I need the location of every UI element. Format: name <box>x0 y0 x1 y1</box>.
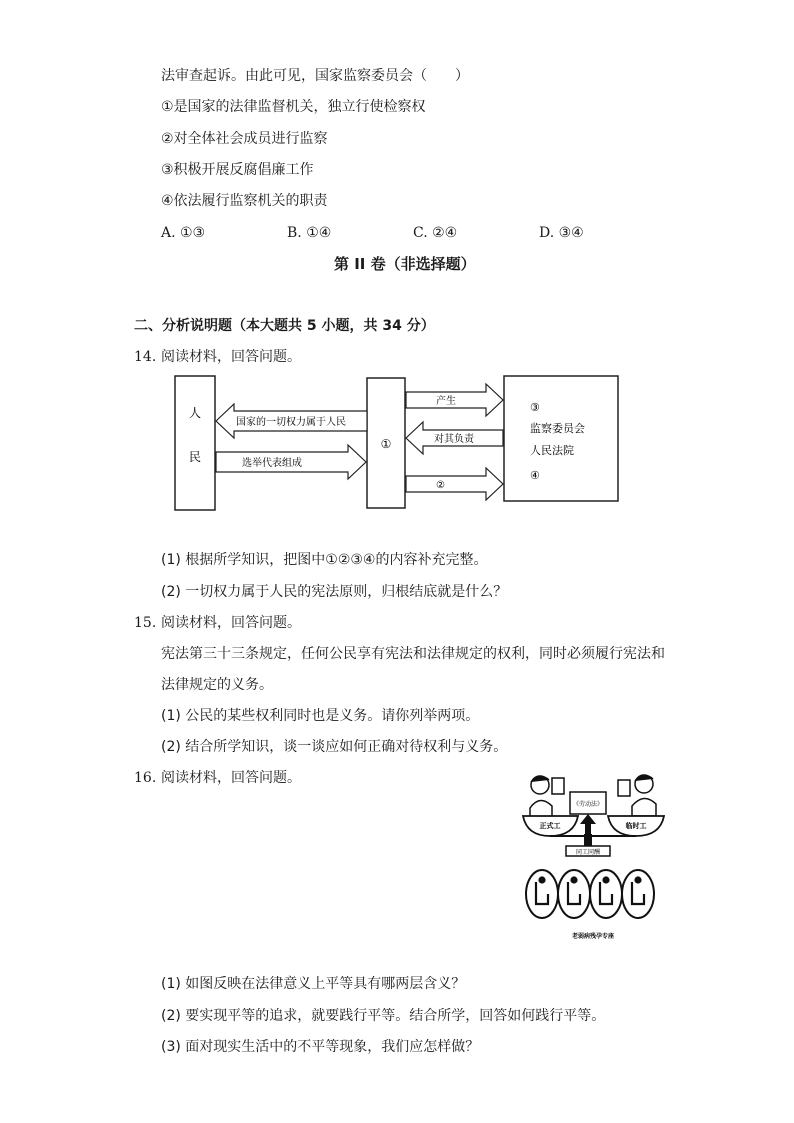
people-box <box>175 376 215 510</box>
figure-right <box>618 775 656 816</box>
right-line-2: 监察委员会 <box>530 422 585 435</box>
section-title: 二、分析说明题（本大题共 5 小题，共 34 分） <box>134 318 435 334</box>
up-arrow <box>580 814 596 834</box>
q13-choice-b: B. ①④ <box>287 225 332 241</box>
q13-choice-c: C. ②④ <box>413 225 458 241</box>
q16-number: 16. <box>134 770 157 786</box>
people-char-2: 民 <box>188 450 202 464</box>
label-base: 同工同酬 <box>575 849 601 856</box>
q15-sub-2: (2) 结合所学知识，谈一谈应如何正确对待权利与义务。 <box>161 739 508 755</box>
q13-option-3: ③积极开展反腐倡廉工作 <box>161 162 314 178</box>
arrow-power-label: 国家的一切权力属于人民 <box>236 417 346 428</box>
arrow-two-label: ② <box>436 480 445 491</box>
q14-stem: 阅读材料，回答问题。 <box>161 349 301 365</box>
people-char-1: 人 <box>188 406 202 420</box>
q13-choice-a: A. ①③ <box>161 225 206 241</box>
q15-sub-1: (1) 公民的某些权利同时也是义务。请你列举两项。 <box>161 708 480 724</box>
q13-choice-d: D. ③④ <box>539 225 584 241</box>
right-line-3: 人民法院 <box>530 444 574 457</box>
volume-title: 第 II 卷（非选择题） <box>334 255 476 273</box>
arrow-produce-label: 产生 <box>436 396 456 407</box>
q15-stem: 阅读材料，回答问题。 <box>161 615 301 631</box>
right-line-1: ③ <box>530 401 540 414</box>
q14-number: 14. <box>134 349 157 365</box>
q13-stem-end: 法审查起诉。由此可见，国家监察委员会（ ） <box>161 68 469 84</box>
q15-number: 15. <box>134 615 157 631</box>
q13-option-4: ④依法履行监察机关的职责 <box>161 193 328 209</box>
equality-cartoon <box>518 770 668 950</box>
right-line-4: ④ <box>530 469 540 482</box>
q15-material-line-2: 法律规定的义务。 <box>161 677 273 693</box>
label-right: 临时工 <box>625 821 647 830</box>
state-structure-diagram <box>160 368 630 518</box>
right-box <box>504 376 618 501</box>
figure-left <box>530 776 564 818</box>
q16-sub-2: (2) 要实现平等的追求，就要践行平等。结合所学，回答如何践行平等。 <box>161 1008 606 1024</box>
q16-sub-3: (3) 面对现实生活中的不平等现象，我们应怎样做？ <box>161 1039 480 1055</box>
q14-sub-1: (1) 根据所学知识，把图中①②③④的内容补充完整。 <box>161 552 488 568</box>
law-book-label: 《劳动法》 <box>572 801 604 808</box>
q13-option-1: ①是国家的法律监督机关，独立行使检察权 <box>161 99 426 115</box>
q16-sub-1: (1) 如图反映在法律意义上平等具有哪两层含义？ <box>161 976 466 992</box>
arrow-elect-label: 选举代表组成 <box>242 458 302 469</box>
label-left: 正式工 <box>539 821 561 830</box>
arrow-two <box>406 468 503 500</box>
cartoon-caption: 老弱病残孕专座 <box>571 933 615 940</box>
center-label: ① <box>380 437 392 451</box>
q16-stem: 阅读材料，回答问题。 <box>161 770 301 786</box>
priority-seat-icons <box>526 870 654 918</box>
q14-sub-2: (2) 一切权力属于人民的宪法原则，归根结底就是什么？ <box>161 584 508 600</box>
arrow-responsible-label: 对其负责 <box>434 434 474 445</box>
q15-material-line-1: 宪法第三十三条规定，任何公民享有宪法和法律规定的权利，同时必须履行宪法和 <box>161 646 665 662</box>
q13-option-2: ②对全体社会成员进行监察 <box>161 131 328 147</box>
